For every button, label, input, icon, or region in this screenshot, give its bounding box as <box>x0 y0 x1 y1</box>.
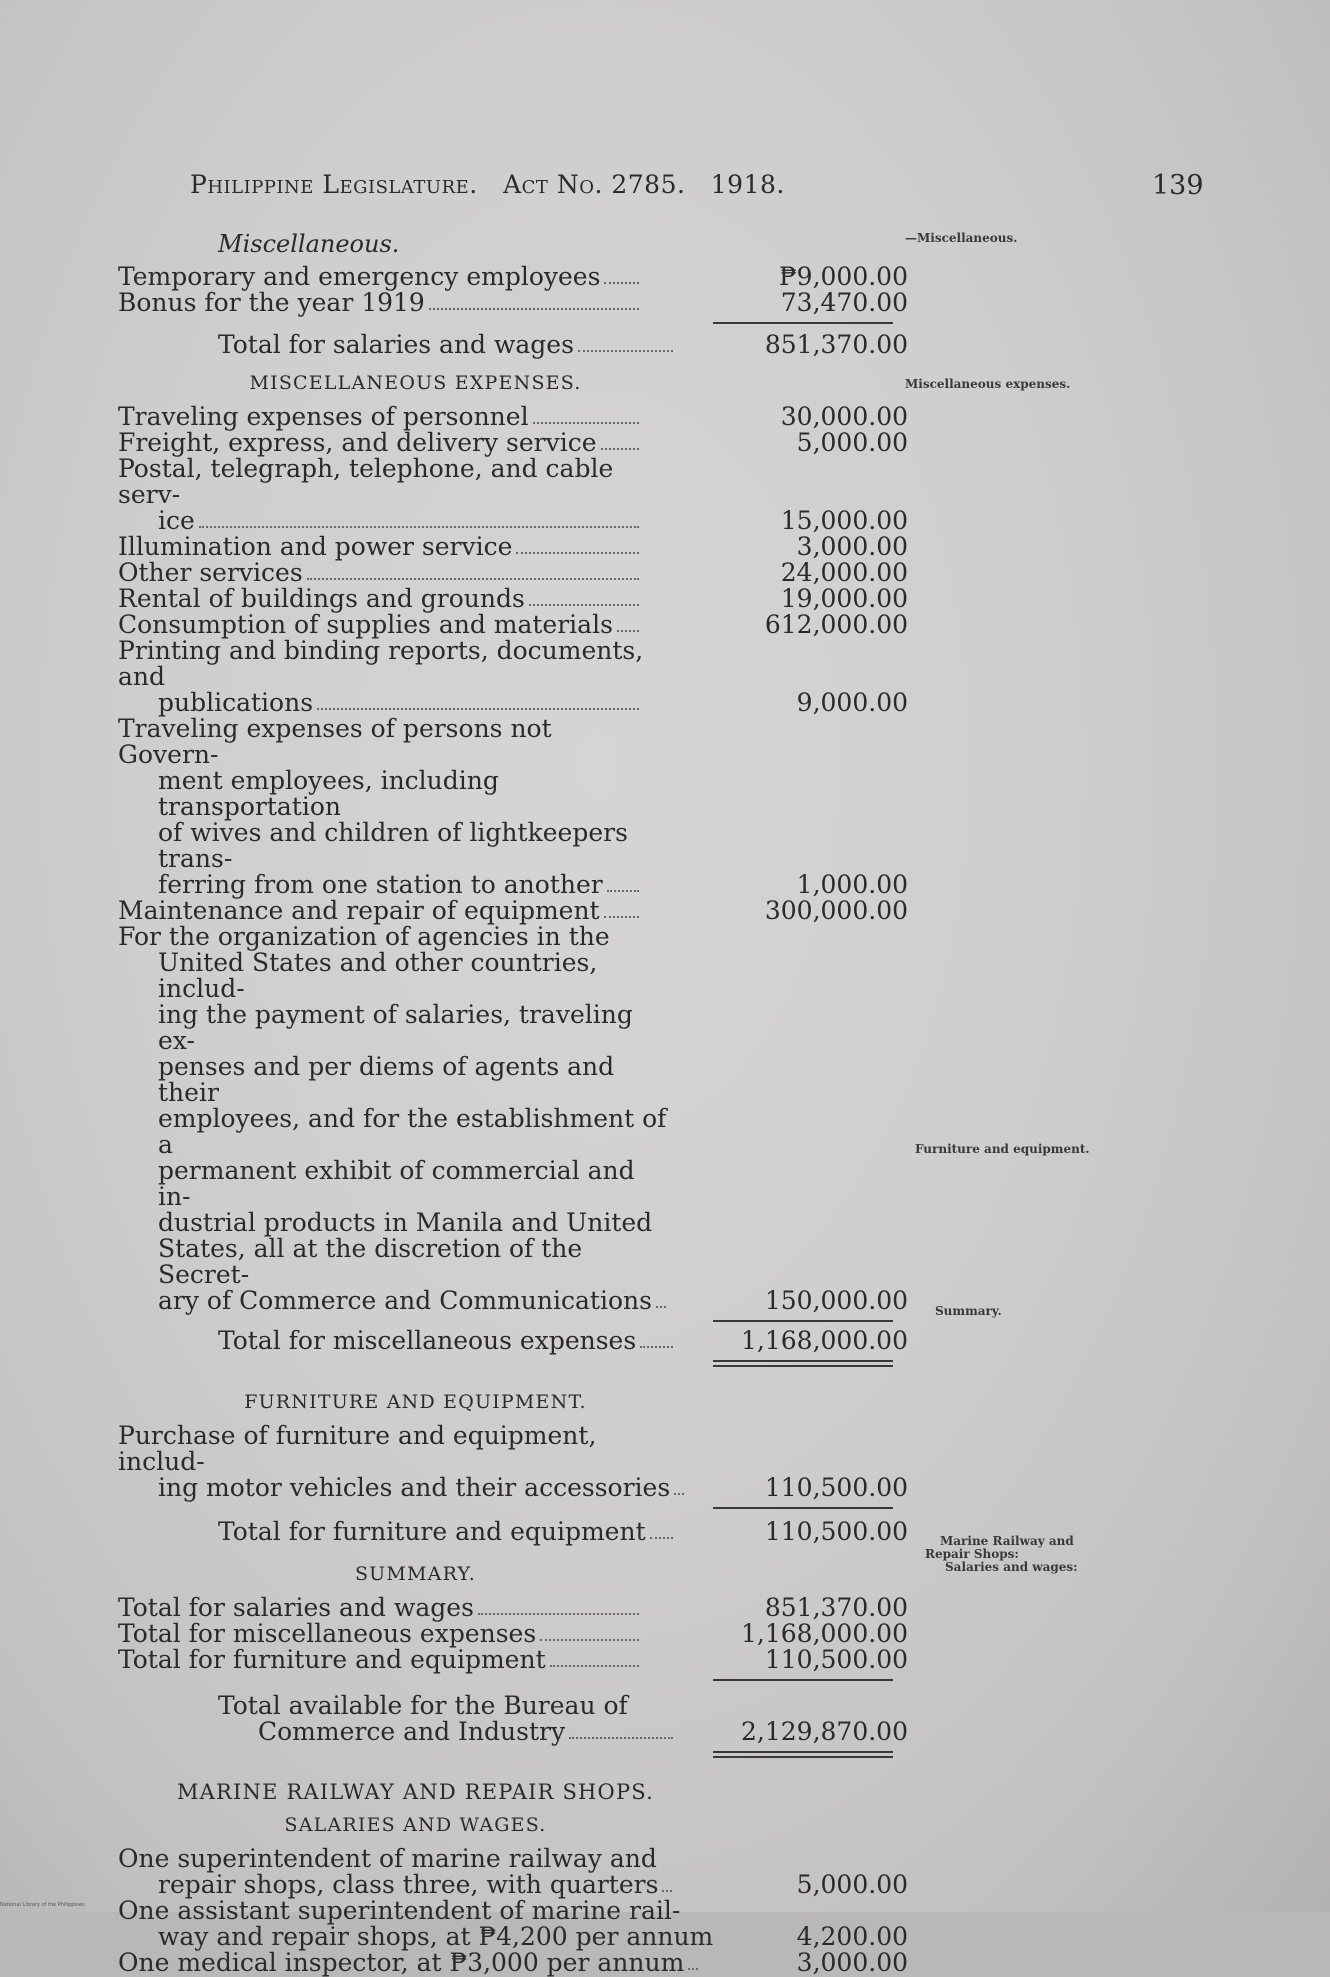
line-item <box>118 1898 908 1950</box>
line-item <box>118 1846 908 1898</box>
rule <box>713 1507 893 1509</box>
item-amount: 15,000.00 <box>780 506 908 535</box>
item-amount: 150,000.00 <box>764 1286 908 1315</box>
total-row <box>118 332 908 358</box>
line-item <box>118 586 908 612</box>
item-label: One medical inspector, at ₱3,000 per annum <box>118 1948 685 1977</box>
line-item <box>118 560 908 586</box>
total-label: Total for salaries and wages <box>218 330 574 359</box>
budget-column <box>118 230 908 1976</box>
item-label-cont: of wives and children of lightkeepers trans- <box>158 818 628 873</box>
item-amount: 110,500.00 <box>764 1645 908 1674</box>
item-label: Purchase of furniture and equipment, includ- <box>118 1421 597 1476</box>
item-amount: 1,168,000.00 <box>741 1619 908 1648</box>
item-label-cont: employees, and for the establishment of a <box>158 1104 667 1159</box>
item-label: One superintendent of marine railway and <box>118 1844 657 1873</box>
margin-note-furniture: Furniture and equipment. <box>915 1142 1090 1156</box>
item-label: Temporary and emergency employees <box>118 262 601 291</box>
line-item <box>118 612 908 638</box>
item-label: Total for salaries and wages <box>118 1593 474 1622</box>
item-label-cont: ferring from one station to another <box>158 870 603 899</box>
margin-note-marine <box>925 1535 1078 1574</box>
item-amount: 3,000.00 <box>796 532 908 561</box>
line-item <box>118 924 908 1314</box>
line-item <box>118 1950 908 1976</box>
item-label-cont: dustrial products in Manila and United <box>158 1208 653 1237</box>
item-label: Bonus for the year 1919 <box>118 288 425 317</box>
total-row <box>118 1693 908 1745</box>
line-item <box>118 1423 908 1501</box>
header-act: Act No. 2785. <box>503 170 686 199</box>
item-amount: 612,000.00 <box>764 610 908 639</box>
margin-note-marine-line2: Repair Shops: <box>925 1547 1019 1561</box>
item-label: Maintenance and repair of equipment <box>118 896 600 925</box>
total-label: Total for miscellaneous expenses <box>218 1326 637 1355</box>
item-label: Other services <box>118 558 303 587</box>
item-amount: 30,000.00 <box>780 402 908 431</box>
item-label: For the organization of agencies in the <box>118 922 610 951</box>
item-label-cont: ment employees, including transportation <box>158 766 499 821</box>
line-item <box>118 898 908 924</box>
item-label-cont: ice <box>158 506 195 535</box>
item-amount: 110,500.00 <box>764 1473 908 1502</box>
header-year: 1918. <box>710 170 785 199</box>
section-heading: SUMMARY. <box>354 1563 477 1585</box>
item-label-cont: ing the payment of salaries, traveling ex- <box>158 1000 633 1055</box>
margin-note-marine-line1: Marine Railway and <box>940 1534 1074 1548</box>
item-label: Rental of buildings and grounds <box>118 584 525 613</box>
item-amount: 5,000.00 <box>796 428 908 457</box>
item-amount: 300,000.00 <box>764 896 908 925</box>
item-label-cont: States, all at the discretion of the Secret- <box>158 1234 583 1289</box>
margin-note-misc-expenses: Miscellaneous expenses. <box>905 377 1071 391</box>
line-item <box>118 716 908 898</box>
item-amount: 73,470.00 <box>780 288 908 317</box>
item-amount: 851,370.00 <box>764 1593 908 1622</box>
footer-credit: National Library of the Philippines <box>0 1902 85 1908</box>
total-amount: 851,370.00 <box>764 330 908 359</box>
item-amount: 24,000.00 <box>780 558 908 587</box>
item-label: Freight, express, and delivery service <box>118 428 597 457</box>
line-item <box>118 638 908 716</box>
item-label-cont: United States and other countries, includ- <box>158 948 598 1003</box>
item-label-cont: publications <box>158 688 314 717</box>
total-amount: 1,168,000.00 <box>741 1326 908 1355</box>
rule <box>713 1320 893 1322</box>
misc-heading: Miscellaneous. <box>218 230 400 258</box>
line-item <box>118 456 908 534</box>
line-item <box>118 430 908 456</box>
item-amount: 3,000.00 <box>796 1948 908 1977</box>
total-amount: 2,129,870.00 <box>741 1717 908 1746</box>
double-rule <box>713 1751 893 1758</box>
line-item <box>118 1647 908 1673</box>
item-label: Illumination and power service <box>118 532 513 561</box>
line-item <box>118 534 908 560</box>
item-label: Traveling expenses of personnel <box>118 402 529 431</box>
item-amount: 5,000.00 <box>796 1870 908 1899</box>
item-amount: 19,000.00 <box>780 584 908 613</box>
section-heading: FURNITURE AND EQUIPMENT. <box>244 1391 587 1413</box>
line-item <box>118 264 908 290</box>
item-label-cont: repair shops, class three, with quarters <box>158 1870 659 1899</box>
total-label: Total for furniture and equipment <box>218 1517 646 1546</box>
running-header <box>190 170 785 199</box>
item-amount: 4,200.00 <box>796 1922 908 1951</box>
total-row <box>118 1328 908 1354</box>
item-label-cont: way and repair shops, at ₱4,200 per annum <box>158 1922 714 1951</box>
rule <box>713 1679 893 1681</box>
total-row <box>118 1519 908 1545</box>
item-label-cont: permanent exhibit of commercial and in- <box>158 1156 635 1211</box>
line-item <box>118 1621 908 1647</box>
header-title: Philippine Legislature. <box>190 170 478 199</box>
item-amount: 9,000.00 <box>796 688 908 717</box>
subsection-heading: SALARIES AND WAGES. <box>284 1814 547 1836</box>
item-label: Total for miscellaneous expenses <box>118 1619 537 1648</box>
item-label: Total for furniture and equipment <box>118 1645 546 1674</box>
rule <box>713 322 893 324</box>
double-rule <box>713 1360 893 1367</box>
line-item <box>118 404 908 430</box>
total-amount: 110,500.00 <box>764 1517 908 1546</box>
margin-note-summary: Summary. <box>935 1304 1002 1318</box>
item-label-cont: penses and per diems of agents and their <box>158 1052 615 1107</box>
line-item <box>118 1595 908 1621</box>
item-label-cont: ing motor vehicles and their accessories <box>158 1473 671 1502</box>
item-label: One assistant superintendent of marine rail- <box>118 1896 681 1925</box>
page-number: 139 <box>1152 170 1204 201</box>
item-amount: ₱9,000.00 <box>779 262 908 291</box>
item-label: Consumption of supplies and materials <box>118 610 613 639</box>
total-label-cont: Commerce and Industry <box>258 1717 566 1746</box>
margin-note-marine-line3: Salaries and wages: <box>945 1560 1078 1574</box>
section-heading: MARINE RAILWAY AND REPAIR SHOPS. <box>176 1780 655 1804</box>
item-amount: 1,000.00 <box>796 870 908 899</box>
section-heading: MISCELLANEOUS EXPENSES. <box>249 372 582 394</box>
total-label: Total available for the Bureau of <box>218 1691 628 1720</box>
item-label: Traveling expenses of persons not Govern- <box>118 714 552 769</box>
item-label: Postal, telegraph, telephone, and cable serv- <box>118 454 614 509</box>
item-label-cont: ary of Commerce and Communications <box>158 1286 652 1315</box>
item-label: Printing and binding reports, documents, and <box>118 636 644 691</box>
line-item <box>118 290 908 316</box>
margin-note-misc: —Miscellaneous. <box>905 231 1018 245</box>
